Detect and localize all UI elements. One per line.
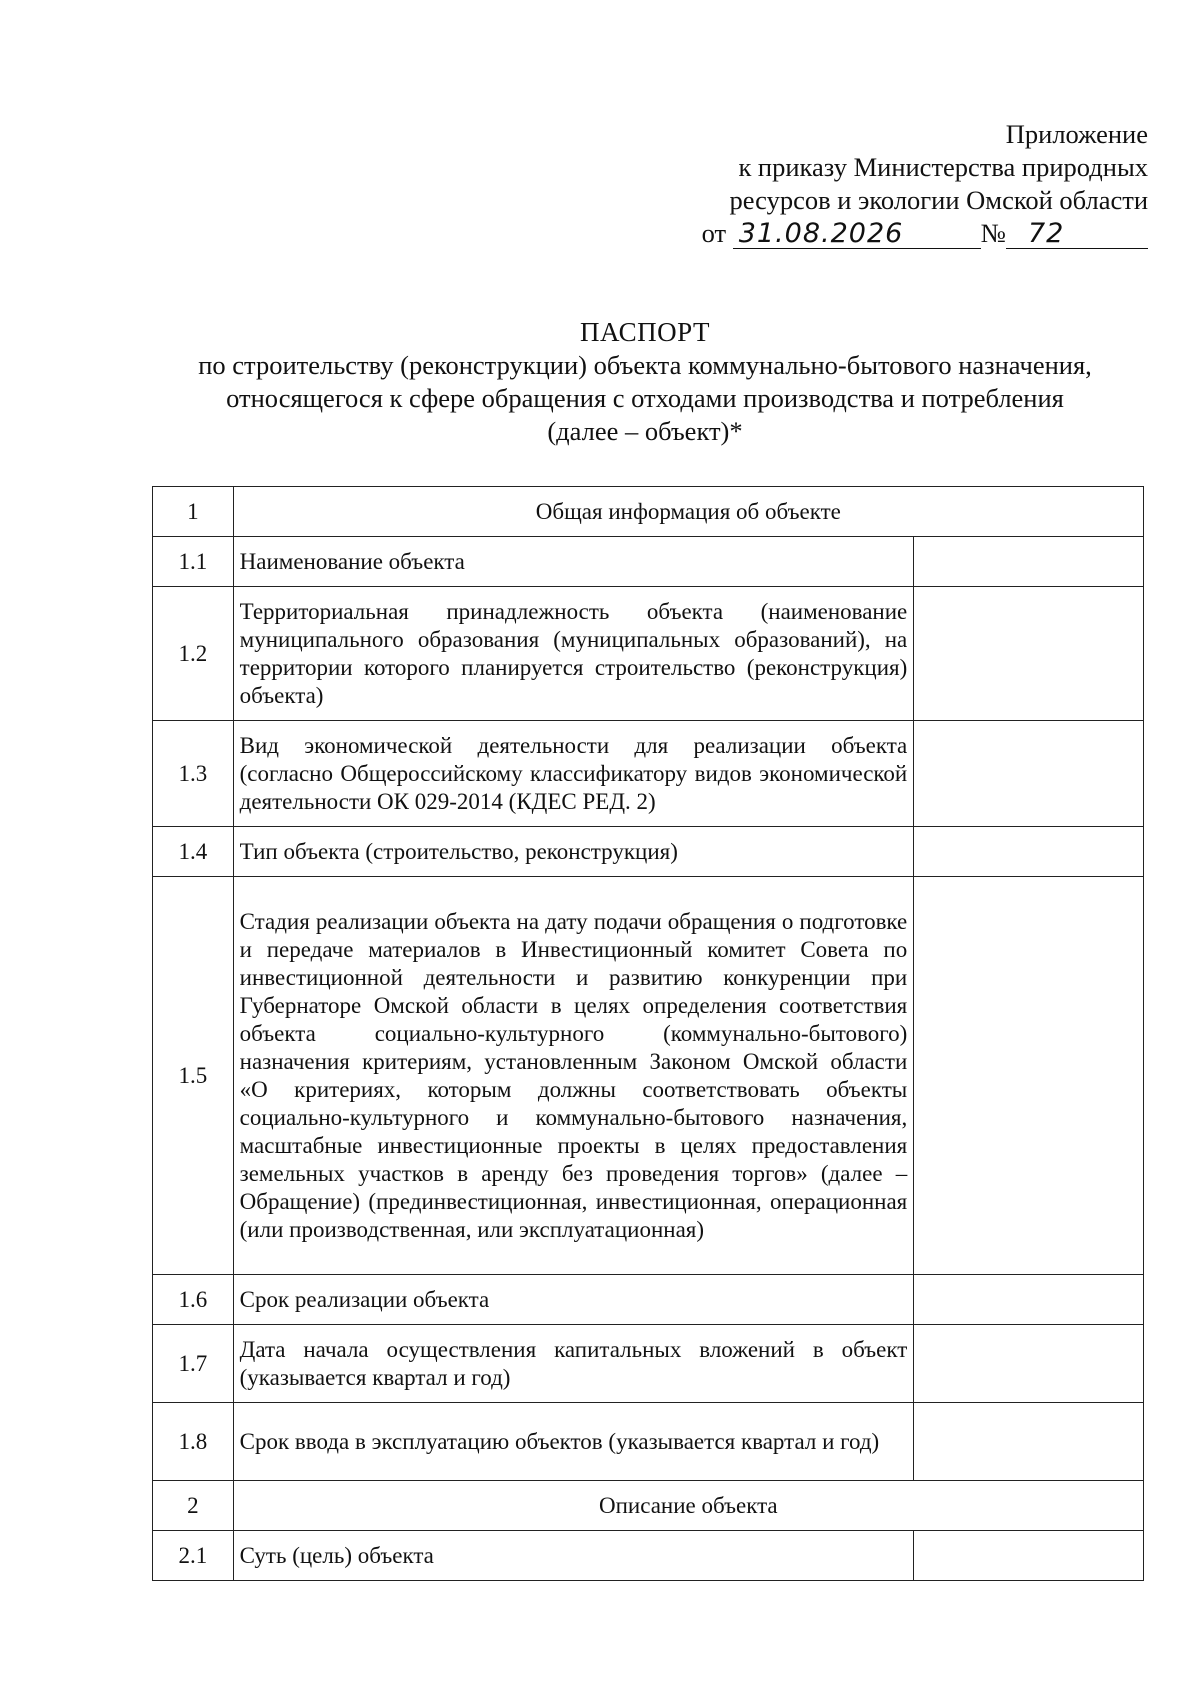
table-row [153, 877, 1144, 1275]
table-row [153, 1403, 1144, 1481]
section-header-row [153, 487, 1144, 537]
document-subtitle-line3: (далее – объект)* [547, 416, 743, 446]
section-title: Общая информация об объекте [233, 487, 1143, 537]
row-number: 1.5 [153, 877, 234, 1275]
row-description: Суть (цель) объекта [233, 1531, 914, 1581]
row-number: 1.1 [153, 537, 234, 587]
appendix-block [678, 118, 1148, 250]
appendix-title: Приложение [1005, 119, 1148, 149]
document-subtitle-line2: относящегося к сфере обращения с отходами производства и потребления [226, 383, 1064, 413]
row-description: Наименование объекта [233, 537, 914, 587]
passport-table [152, 486, 1144, 1581]
row-number: 1.7 [153, 1325, 234, 1403]
row-value-cell [914, 1325, 1144, 1403]
order-date-field [733, 219, 981, 249]
row-description: Вид экономической деятельности для реализации объекта (согласно Общероссийскому классификатору видов экономической деятельности ОК 029-2014 (КДЕС РЕД. 2) [233, 721, 914, 827]
row-value-cell [914, 877, 1144, 1275]
table-row [153, 587, 1144, 721]
table-row [153, 537, 1144, 587]
table-row [153, 1325, 1144, 1403]
row-value-cell [914, 721, 1144, 827]
row-value-cell [914, 1531, 1144, 1581]
table-row [153, 827, 1144, 877]
section-number: 2 [153, 1481, 234, 1531]
row-number: 1.3 [153, 721, 234, 827]
row-value-cell [914, 1275, 1144, 1325]
document-heading: ПАСПОРТ [580, 317, 710, 347]
order-number-handwritten: 72 [1028, 218, 1065, 249]
section-number: 1 [153, 487, 234, 537]
number-label: № [980, 218, 1006, 248]
row-value-cell [914, 537, 1144, 587]
order-number-field [1006, 219, 1148, 249]
appendix-order-ref-line1: к приказу Министерства природных [738, 152, 1148, 182]
row-description: Срок ввода в эксплуатацию объектов (указывается квартал и год) [233, 1403, 914, 1481]
table-row [153, 721, 1144, 827]
row-description: Тип объекта (строительство, реконструкция) [233, 827, 914, 877]
row-description: Срок реализации объекта [233, 1275, 914, 1325]
order-date-handwritten: 31.08.2026 [738, 218, 904, 249]
row-description: Территориальная принадлежность объекта (наименование муниципального образования (муниципальных образований), на территории которого планируется строительство (реконструкция) объекта) [233, 587, 914, 721]
order-date-number-line [678, 217, 1148, 250]
row-number: 1.4 [153, 827, 234, 877]
row-description: Дата начала осуществления капитальных вложений в объект (указывается квартал и год) [233, 1325, 914, 1403]
row-value-cell [914, 827, 1144, 877]
document-subtitle-line1: по строительству (реконструкции) объекта коммунально-бытового назначения, [198, 350, 1092, 380]
row-description: Стадия реализации объекта на дату подачи обращения о подготовке и передаче материалов в Инвестиционный комитет Совета по инвестиционной деятельности и развитию конкуренции при Губернаторе Омской области в целях определения соответствия объекта социально-культурного (коммунально-бытового) назначения критериям, установленным Законом Омской области «О критериях, которым должны соответствовать объекты социально-культурного и коммунально-бытового назначения, масштабные инвестиционные проекты в целях предоставления земельных участков в аренду без проведения торгов» (далее – Обращение) (прединвестиционная, инвестиционная, операционная (или производственная, или эксплуатационная) [233, 877, 914, 1275]
row-value-cell [914, 1403, 1144, 1481]
row-value-cell [914, 587, 1144, 721]
document-title-block [140, 316, 1150, 448]
row-number: 1.8 [153, 1403, 234, 1481]
row-number: 1.2 [153, 587, 234, 721]
section-title: Описание объекта [233, 1481, 1143, 1531]
table-row [153, 1275, 1144, 1325]
table-row [153, 1531, 1144, 1581]
date-prefix: от [701, 218, 727, 248]
section-header-row [153, 1481, 1144, 1531]
row-number: 2.1 [153, 1531, 234, 1581]
row-number: 1.6 [153, 1275, 234, 1325]
appendix-order-ref-line2: ресурсов и экологии Омской области [729, 185, 1148, 215]
